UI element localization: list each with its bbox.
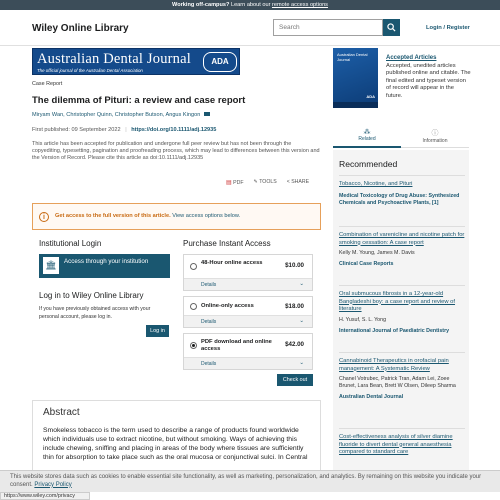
search-icon [387, 23, 396, 32]
option-price: $42.00 [285, 341, 304, 348]
recommended-item [339, 175, 465, 207]
recommended-item [339, 352, 465, 401]
article-title: The dilemma of Pituri: a review and case report [32, 95, 246, 106]
purchase-option-pdf[interactable] [183, 333, 313, 370]
article-tools [226, 179, 309, 186]
journal-cover[interactable] [333, 48, 378, 108]
tab-related-label: Related [358, 136, 376, 142]
recommended-title: Recommended [339, 159, 398, 169]
recommended-item-title[interactable]: Oral submucous fibrosis in a 12-year-old Bangladeshi boy: a case report and review of literature [339, 291, 456, 313]
option-name: 48-Hour online access [201, 260, 263, 266]
checkout-button[interactable]: Check out [277, 374, 313, 386]
recommended-item-authors: Chanel Votrubec, Patrick Tran, Adam Lei, Zoee Brunet, Lara Bean, Brett W Olsen, Dileep Sharma [339, 376, 456, 390]
access-options-link[interactable]: View access options below. [170, 213, 241, 219]
ada-logo: ADA [203, 52, 237, 72]
tab-related[interactable] [333, 126, 401, 148]
institution-access-button[interactable] [39, 254, 170, 278]
abstract-text: Smokeless tobacco is the term used to describe a range of products found worldwide which individuals use to extract nicotine, but without smoking. Ways of achieving this include chewing, sniffing and placing in areas of the body where tissues are sufficiently thin for absorption to take place such as the oral mucosa or conjunctival sulci. In Central [43, 427, 308, 461]
access-notice [32, 203, 321, 230]
article-type: Case Report [32, 81, 63, 87]
abstract-section [32, 400, 321, 470]
tools-label: TOOLS [259, 179, 277, 185]
recommended-item-authors: H. Yusuf, S. L. Yong [339, 316, 387, 323]
accepted-article-note: This article has been accepted for publication and undergone full peer review but has not been through the copyediting, typesetting, pagination and proofreading process, which may lead to differences between this version and the Version of Record. Please cite this article as doi:10.1111/adj.12935 [32, 141, 320, 162]
recommended-item-journal[interactable]: Australian Dental Journal [339, 394, 404, 401]
sidebar-tabs [333, 126, 469, 148]
cookie-banner [0, 470, 500, 492]
cover-ada-logo: ADA [366, 94, 375, 99]
accepted-articles-text: Accepted, unedited articles published online and citable. The final edited and typeset version of record will appear in the future. [386, 63, 471, 99]
chevron-down-icon: ⌄ [299, 281, 304, 287]
option-details-toggle[interactable] [184, 315, 312, 327]
login-button[interactable]: Log in [146, 325, 169, 337]
journal-title: Australian Dental Journal [37, 51, 191, 67]
pdf-icon: ▤ [226, 180, 232, 186]
related-icon: ⁂ [363, 129, 371, 136]
recommended-item [339, 428, 465, 457]
radio-48h[interactable] [190, 263, 197, 270]
recommended-item [339, 226, 465, 268]
published-label: First published: [32, 127, 72, 133]
access-notice-main: Get access to the full version of this article. [55, 213, 171, 219]
authors-list[interactable]: Miryam Wan, Christopher Quinn, Christopher Butson, Angus Kingon [32, 112, 201, 118]
institutional-login-title: Institutional Login [39, 239, 102, 248]
login-register-link[interactable]: Login / Register [426, 25, 470, 31]
details-label: Details [201, 282, 217, 288]
recommended-item-title[interactable]: Cost-effectiveness analysis of silver diamine fluoride to divert dental general anaesthesia compared to standard care [339, 434, 453, 456]
recommended-item-authors: Kelly M. Young, James M. Davis [339, 250, 415, 257]
recommended-item-title[interactable]: Cannabinoid Therapeutics in orofacial pain management: A Systematic Review [339, 358, 449, 372]
remote-access-bar [0, 0, 500, 10]
tab-information-label: Information [422, 138, 448, 144]
site-logo[interactable]: Wiley Online Library [32, 23, 129, 34]
pdf-label: PDF [233, 180, 244, 186]
option-details-toggle[interactable] [184, 278, 312, 290]
doi-link[interactable]: https://doi.org/10.1111/adj.12935 [131, 127, 217, 133]
status-bar-url: https://www.wiley.com/privacy [0, 492, 90, 500]
tools-button[interactable] [254, 179, 277, 186]
institution-icon: 🏛 [43, 257, 59, 274]
search-input[interactable]: Search [273, 19, 383, 36]
journal-banner[interactable] [32, 48, 240, 75]
article-authors [32, 112, 210, 118]
recommended-item-journal[interactable]: International Journal of Paediatric Dentistry [339, 327, 450, 334]
option-name: PDF download and online access [201, 339, 272, 352]
wrench-icon: ✎ [253, 179, 258, 185]
recommended-panel [333, 150, 469, 480]
site-header [0, 10, 500, 46]
search-button[interactable] [383, 19, 400, 36]
abstract-title: Abstract [43, 407, 80, 418]
option-name: Online-only access [201, 303, 254, 309]
recommended-item [339, 285, 465, 335]
recommended-item-journal[interactable]: Medical Toxicology of Drug Abuse: Synthesized Chemicals and Psychoactive Plants, [1] [339, 192, 460, 206]
remote-access-text: Learn about our [229, 2, 273, 8]
share-icon: < [286, 179, 290, 185]
chevron-down-icon: ⌄ [299, 360, 304, 366]
remote-access-link[interactable]: remote access options [272, 2, 328, 8]
chevron-down-icon: ⌄ [299, 318, 304, 324]
purchase-title: Purchase Instant Access [183, 239, 271, 248]
share-button[interactable] [287, 179, 309, 186]
publication-line: First published: 09 September 2022 | https://doi.org/10.1111/adj.12935 [32, 127, 217, 133]
info-icon: i [39, 212, 49, 222]
access-notice-text [55, 213, 240, 219]
pdf-button[interactable] [226, 179, 244, 186]
recommended-item-journal[interactable]: Clinical Case Reports [339, 261, 394, 268]
option-price: $18.00 [285, 303, 304, 310]
recommended-item-title[interactable]: Combination of varenicline and nicotine patch for smoking cessation: A case report [339, 232, 465, 246]
wol-login-text: If you have previously obtained access with your personal account, please log in. [39, 306, 151, 320]
published-date: 09 September 2022 [71, 127, 121, 133]
radio-online[interactable] [190, 303, 197, 310]
share-label: SHARE [291, 179, 310, 185]
purchase-option-48h[interactable] [183, 254, 313, 291]
email-icon[interactable] [204, 112, 210, 116]
institution-access-label: Access through your institution [64, 258, 149, 265]
remote-access-bold: Working off-campus? [172, 2, 230, 8]
privacy-policy-link[interactable]: Privacy Policy [34, 481, 72, 488]
wol-login-title: Log in to Wiley Online Library [39, 291, 144, 300]
radio-pdf[interactable] [190, 342, 197, 349]
cookie-text: This website stores data such as cookies to enable essential site functionality, as well as marketing, personalization, and analytics. By remaining on this website you indicate your consent. [10, 474, 482, 488]
details-label: Details [201, 319, 217, 325]
recommended-item-title[interactable]: Tobacco, Nicotine, and Pituri [339, 181, 413, 187]
info-icon: ⓘ [431, 130, 439, 137]
purchase-option-online[interactable] [183, 296, 313, 328]
option-details-toggle[interactable] [184, 357, 312, 369]
accepted-articles-link[interactable]: Accepted Articles [386, 55, 437, 61]
tab-information[interactable] [401, 126, 469, 148]
details-label: Details [201, 361, 217, 367]
option-price: $10.00 [285, 262, 304, 269]
cover-title: Australian Dental Journal [337, 52, 368, 62]
journal-subtitle: The official journal of the Australian Dental Association [37, 68, 143, 73]
